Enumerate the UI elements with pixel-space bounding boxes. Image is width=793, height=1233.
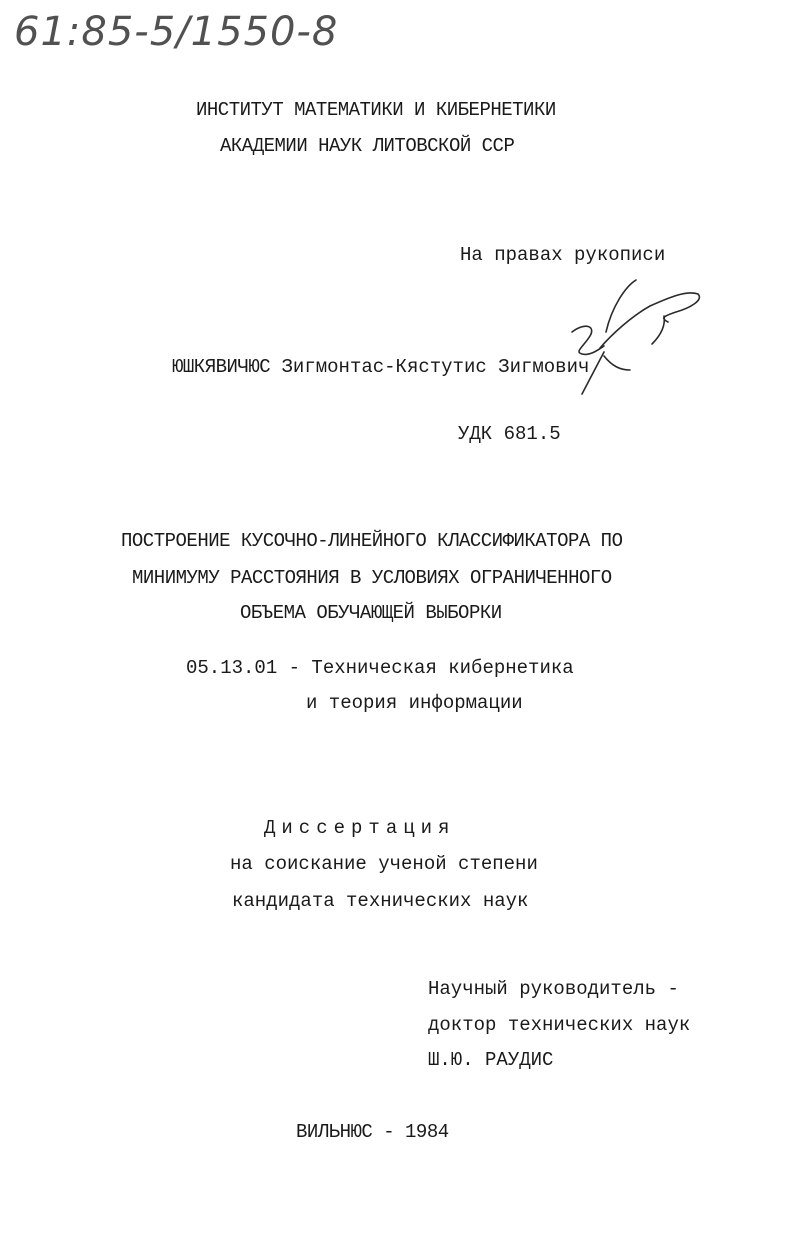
supervisor-title: Научный руководитель - bbox=[428, 978, 679, 1000]
archive-mark: 61:85-5/1550-8 bbox=[14, 9, 339, 55]
institute-line-2: АКАДЕМИИ НАУК ЛИТОВСКОЙ ССР bbox=[220, 135, 515, 157]
udc-code: УДК 681.5 bbox=[458, 423, 561, 445]
dissertation-field-line: кандидата технических наук bbox=[232, 890, 529, 912]
dissertation-degree-line: на соискание ученой степени bbox=[230, 853, 538, 875]
specialty-cont-line: и теория информации bbox=[306, 692, 523, 714]
title-line-3: ОБЪЕМА ОБУЧАЮЩЕЙ ВЫБОРКИ bbox=[240, 602, 502, 624]
title-line-1: ПОСТРОЕНИЕ КУСОЧНО-ЛИНЕЙНОГО КЛАССИФИКАТОРА ПО bbox=[121, 530, 623, 552]
author-given-names: Зигмонтас-Кястутис Зигмович bbox=[281, 356, 590, 378]
supervisor-name: Ш.Ю. РАУДИС bbox=[428, 1049, 554, 1071]
dissertation-heading: Диссертация bbox=[264, 817, 456, 839]
author-surname: ЮШКЯВИЧЮС bbox=[172, 356, 271, 378]
manuscript-rights: На правах рукописи bbox=[460, 244, 666, 266]
place-year: ВИЛЬНЮС - 1984 bbox=[296, 1121, 449, 1143]
specialty-code-line: 05.13.01 - Техническая кибернетика bbox=[186, 657, 574, 679]
institute-line-1: ИНСТИТУТ МАТЕМАТИКИ И КИБЕРНЕТИКИ bbox=[196, 99, 556, 121]
title-line-2: МИНИМУМУ РАССТОЯНИЯ В УСЛОВИЯХ ОГРАНИЧЕННОГО bbox=[132, 567, 612, 589]
supervisor-degree: доктор технических наук bbox=[428, 1014, 691, 1036]
